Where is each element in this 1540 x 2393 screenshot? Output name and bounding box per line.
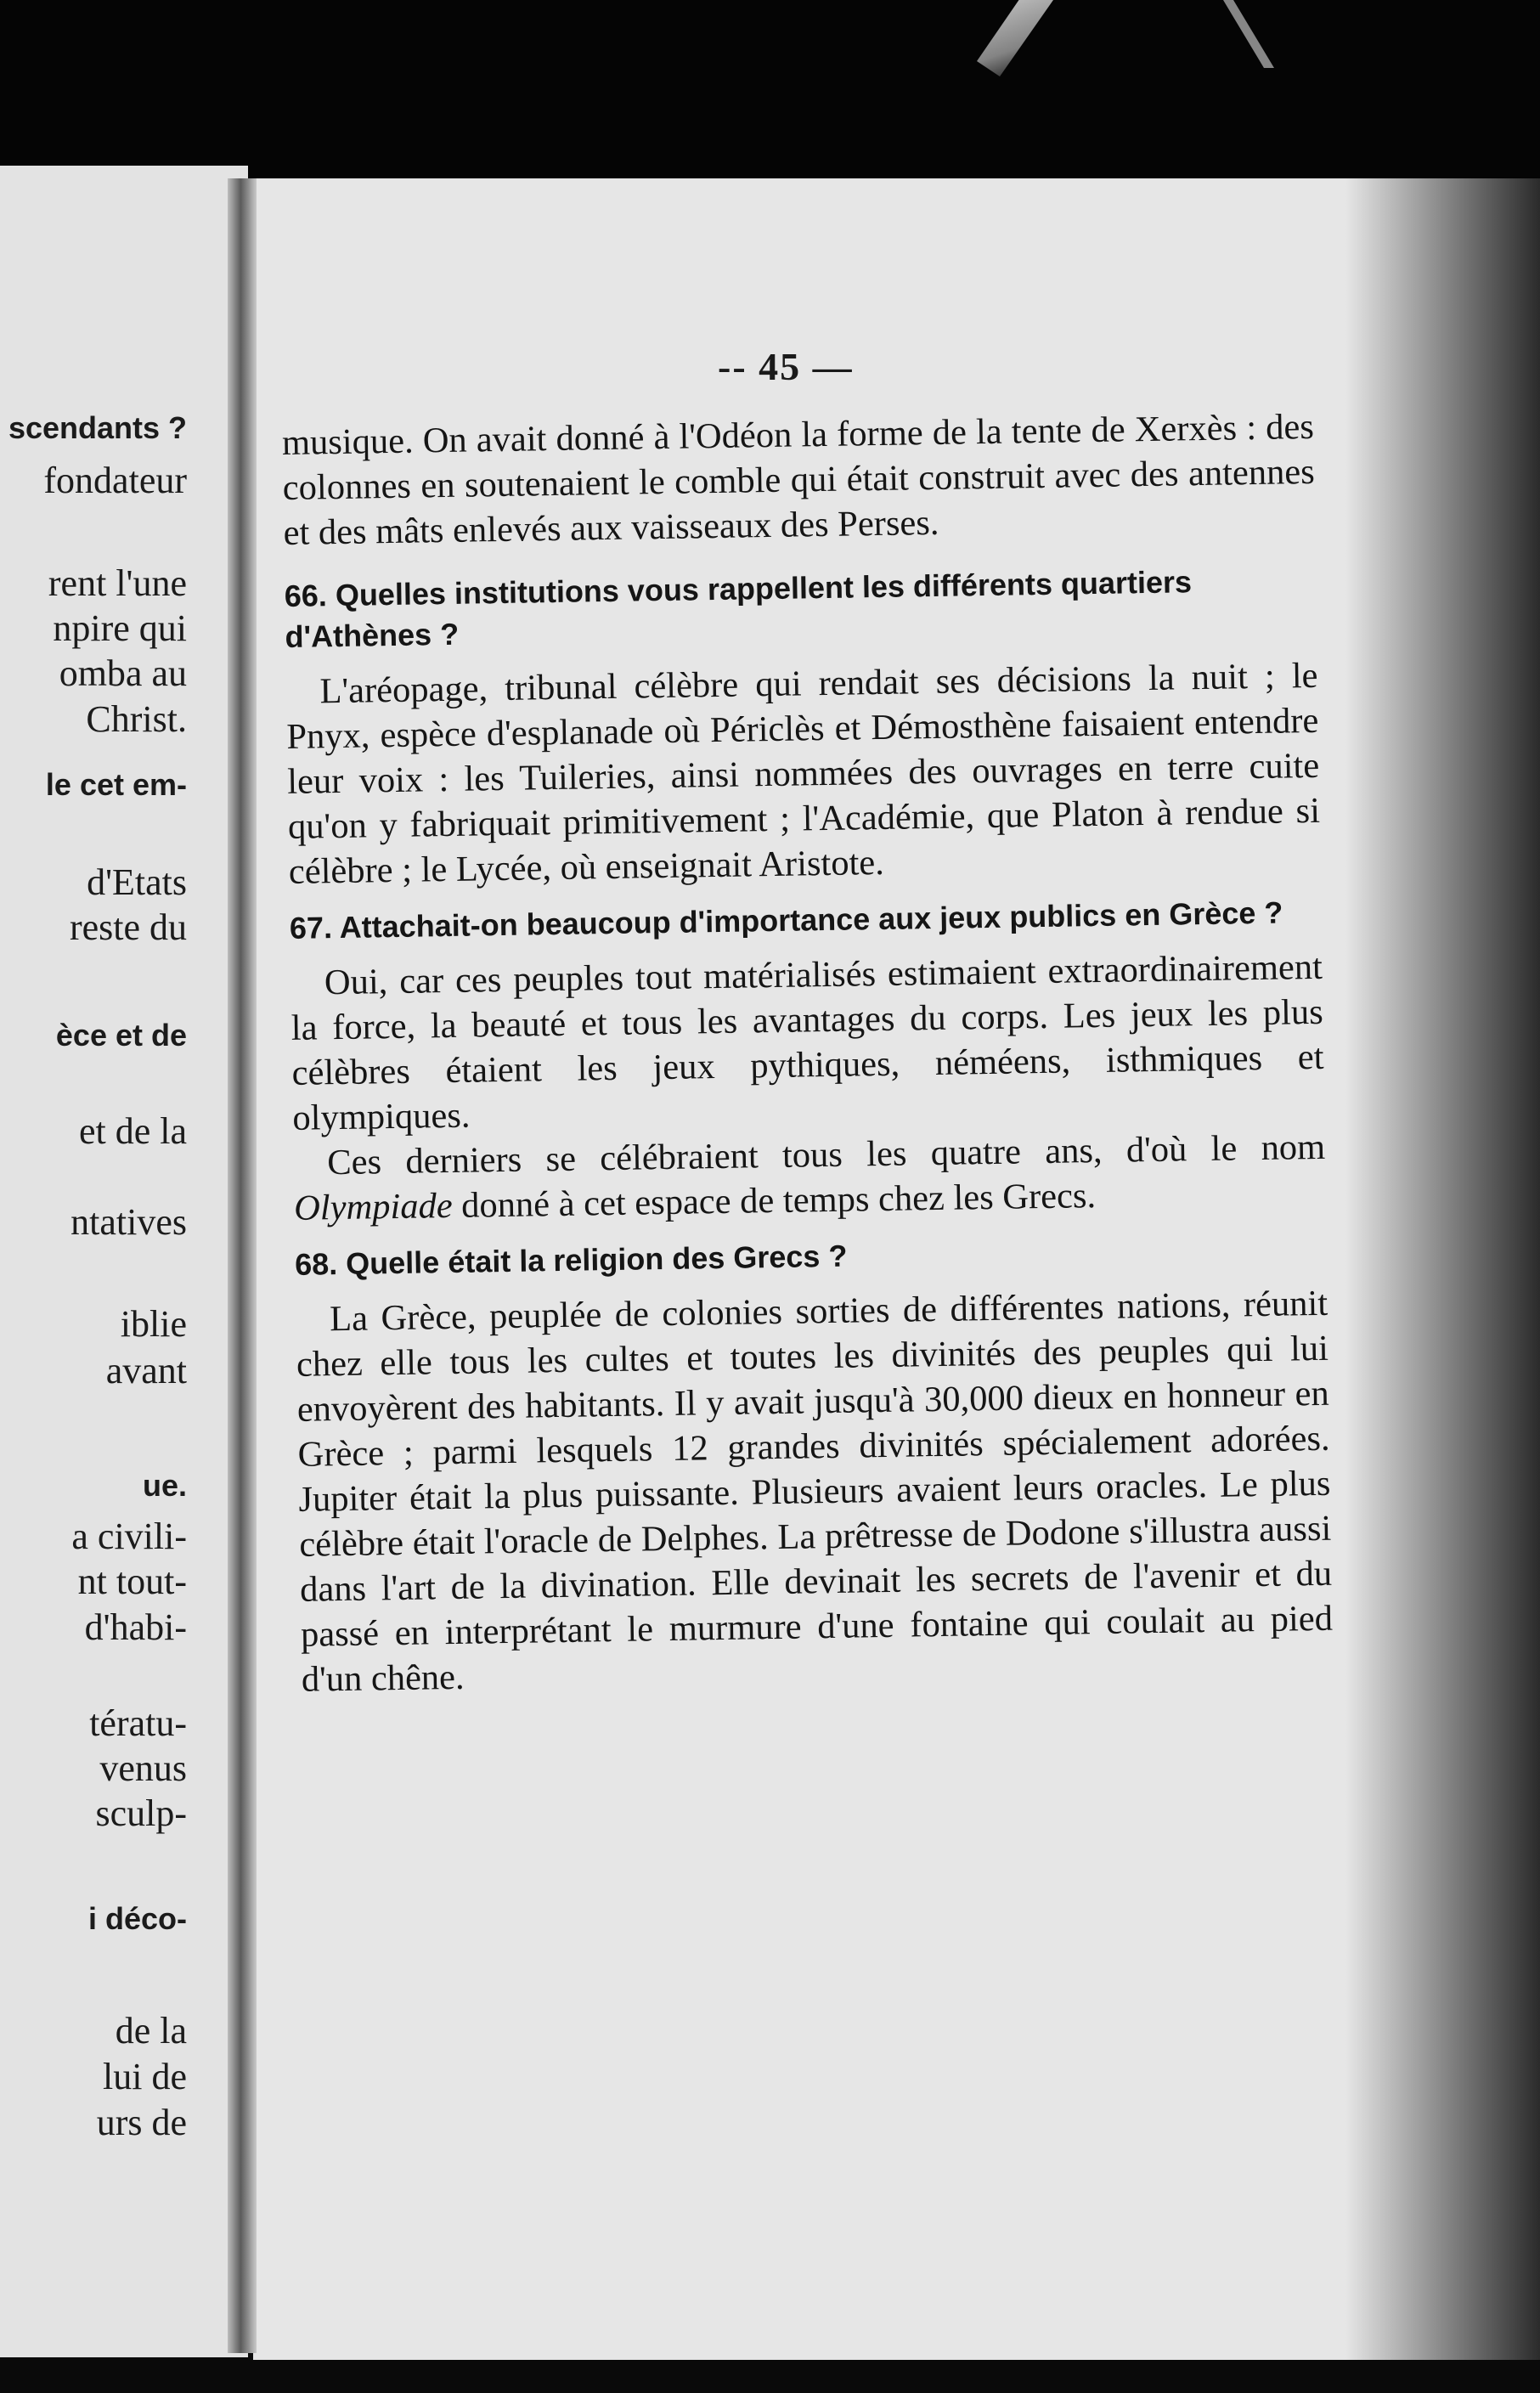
question-number: 68. xyxy=(294,1246,338,1282)
olympiade-italic: Olympiade xyxy=(293,1185,453,1228)
left-page-line: avant xyxy=(105,1350,187,1391)
left-page-line: tératu- xyxy=(89,1702,187,1744)
answer-68: La Grèce, peuplée de colonies sorties de différentes nations, réunit chez elle tous les cultes et toutes les divinités des peuples qui lui envoyèrent des habitants. Il y avait jusqu'à 30,000 dieux en honneur en Grèce ; parmi lesquels 12 grandes divinités spécialement adorées. Jupiter était la plus puissante. Plusieurs avaient leurs oracles. Le plus célèbre était l'oracle de Delphes. La prêtresse de Dodone s'illustra aussi dans l'art de la divination. Elle devinait les secrets de l'avenir et du passé en interprétant le murmure d'une fontaine qui coulait au pied d'un chêne. xyxy=(296,1283,1334,1700)
answer-67-text-b: donné à cet espace de temps chez les Grecs. xyxy=(452,1176,1097,1226)
left-page-line: de la xyxy=(115,2010,187,2052)
left-page-line: i déco- xyxy=(87,1901,187,1936)
question-67 xyxy=(290,892,1323,949)
question-text: Quelle était la religion des Grecs ? xyxy=(345,1238,848,1281)
left-page-line: ntatives xyxy=(71,1201,187,1243)
question-number: 66. xyxy=(284,578,328,613)
left-page-line: nt tout- xyxy=(77,1561,187,1602)
left-page-line: d'Etats xyxy=(87,861,187,903)
left-page-line: fondateur xyxy=(43,460,187,501)
left-page-line: scendants ? xyxy=(8,410,187,445)
answer-67-paragraph-1: Oui, car ces peuples tout matérialisés estimaient extraordinairement la force, la beauté et tous les avantages du corps. Les jeux les plus célèbres étaient les jeux pythiques, néméens, isthmiques et olympiques. xyxy=(291,946,1324,1138)
left-page-line: èce et de xyxy=(55,1018,187,1053)
bottom-dark-band xyxy=(0,2360,1540,2393)
intro-paragraph: musique. On avait donné à l'Odéon la forme de la tente de Xerxès : des colonnes en soutenaient le comble qui était construit avec des antennes et des mâts enlevés aux vaisseaux des Perses. xyxy=(281,406,1316,553)
left-page-line: lui de xyxy=(103,2056,187,2097)
left-page-line: reste du xyxy=(69,906,187,948)
answer-66: L'aréopage, tribunal célèbre qui rendait ses décisions la nuit ; le Pnyx, espèce d'esplanade où Périclès et Démosthène faisaient entendre leur voix : les Tuileries, ainsi nommées des ouvrages en terre cuite qu'on y fabriquait primitivement ; l'Académie, que Platon à rendue si célèbre ; le Lycée, où enseignait Aristote. xyxy=(286,655,1321,892)
question-66 xyxy=(284,560,1317,658)
question-number: 67. xyxy=(289,910,333,945)
book-gutter xyxy=(228,178,257,2353)
left-page-line: sculp- xyxy=(95,1792,187,1834)
left-page-line: iblie xyxy=(120,1303,187,1345)
page-number: -- 45 — xyxy=(718,345,854,388)
left-page-line: a civili- xyxy=(71,1515,187,1557)
question-text: Attachait-on beaucoup d'importance aux jeux publics en Grèce ? xyxy=(339,895,1283,945)
page-text-block xyxy=(280,319,1334,1702)
left-page-line: venus xyxy=(99,1747,187,1789)
light-streak xyxy=(977,0,1053,76)
left-page-fragment xyxy=(0,166,248,2357)
left-page-line: omba au xyxy=(59,652,187,694)
answer-67-paragraph-2 xyxy=(293,1125,1327,1231)
left-page-line: urs de xyxy=(96,2102,187,2143)
left-page-line: le cet em- xyxy=(45,767,187,802)
left-page-line: ue. xyxy=(142,1468,187,1503)
light-streak-small xyxy=(1223,0,1274,68)
question-text: Quelles institutions vous rappellent les différents quartiers d'Athènes ? xyxy=(285,564,1193,654)
left-page-line: Christ. xyxy=(86,698,187,740)
left-page-line: d'habi- xyxy=(84,1606,187,1648)
question-68 xyxy=(295,1228,1328,1285)
left-page-line: npire qui xyxy=(53,607,187,649)
left-page-line: rent l'une xyxy=(48,562,187,604)
answer-67-text-a: Ces derniers se célébraient tous les quatre ans, d'où le nom xyxy=(326,1126,1326,1183)
left-page-line: et de la xyxy=(78,1110,187,1152)
